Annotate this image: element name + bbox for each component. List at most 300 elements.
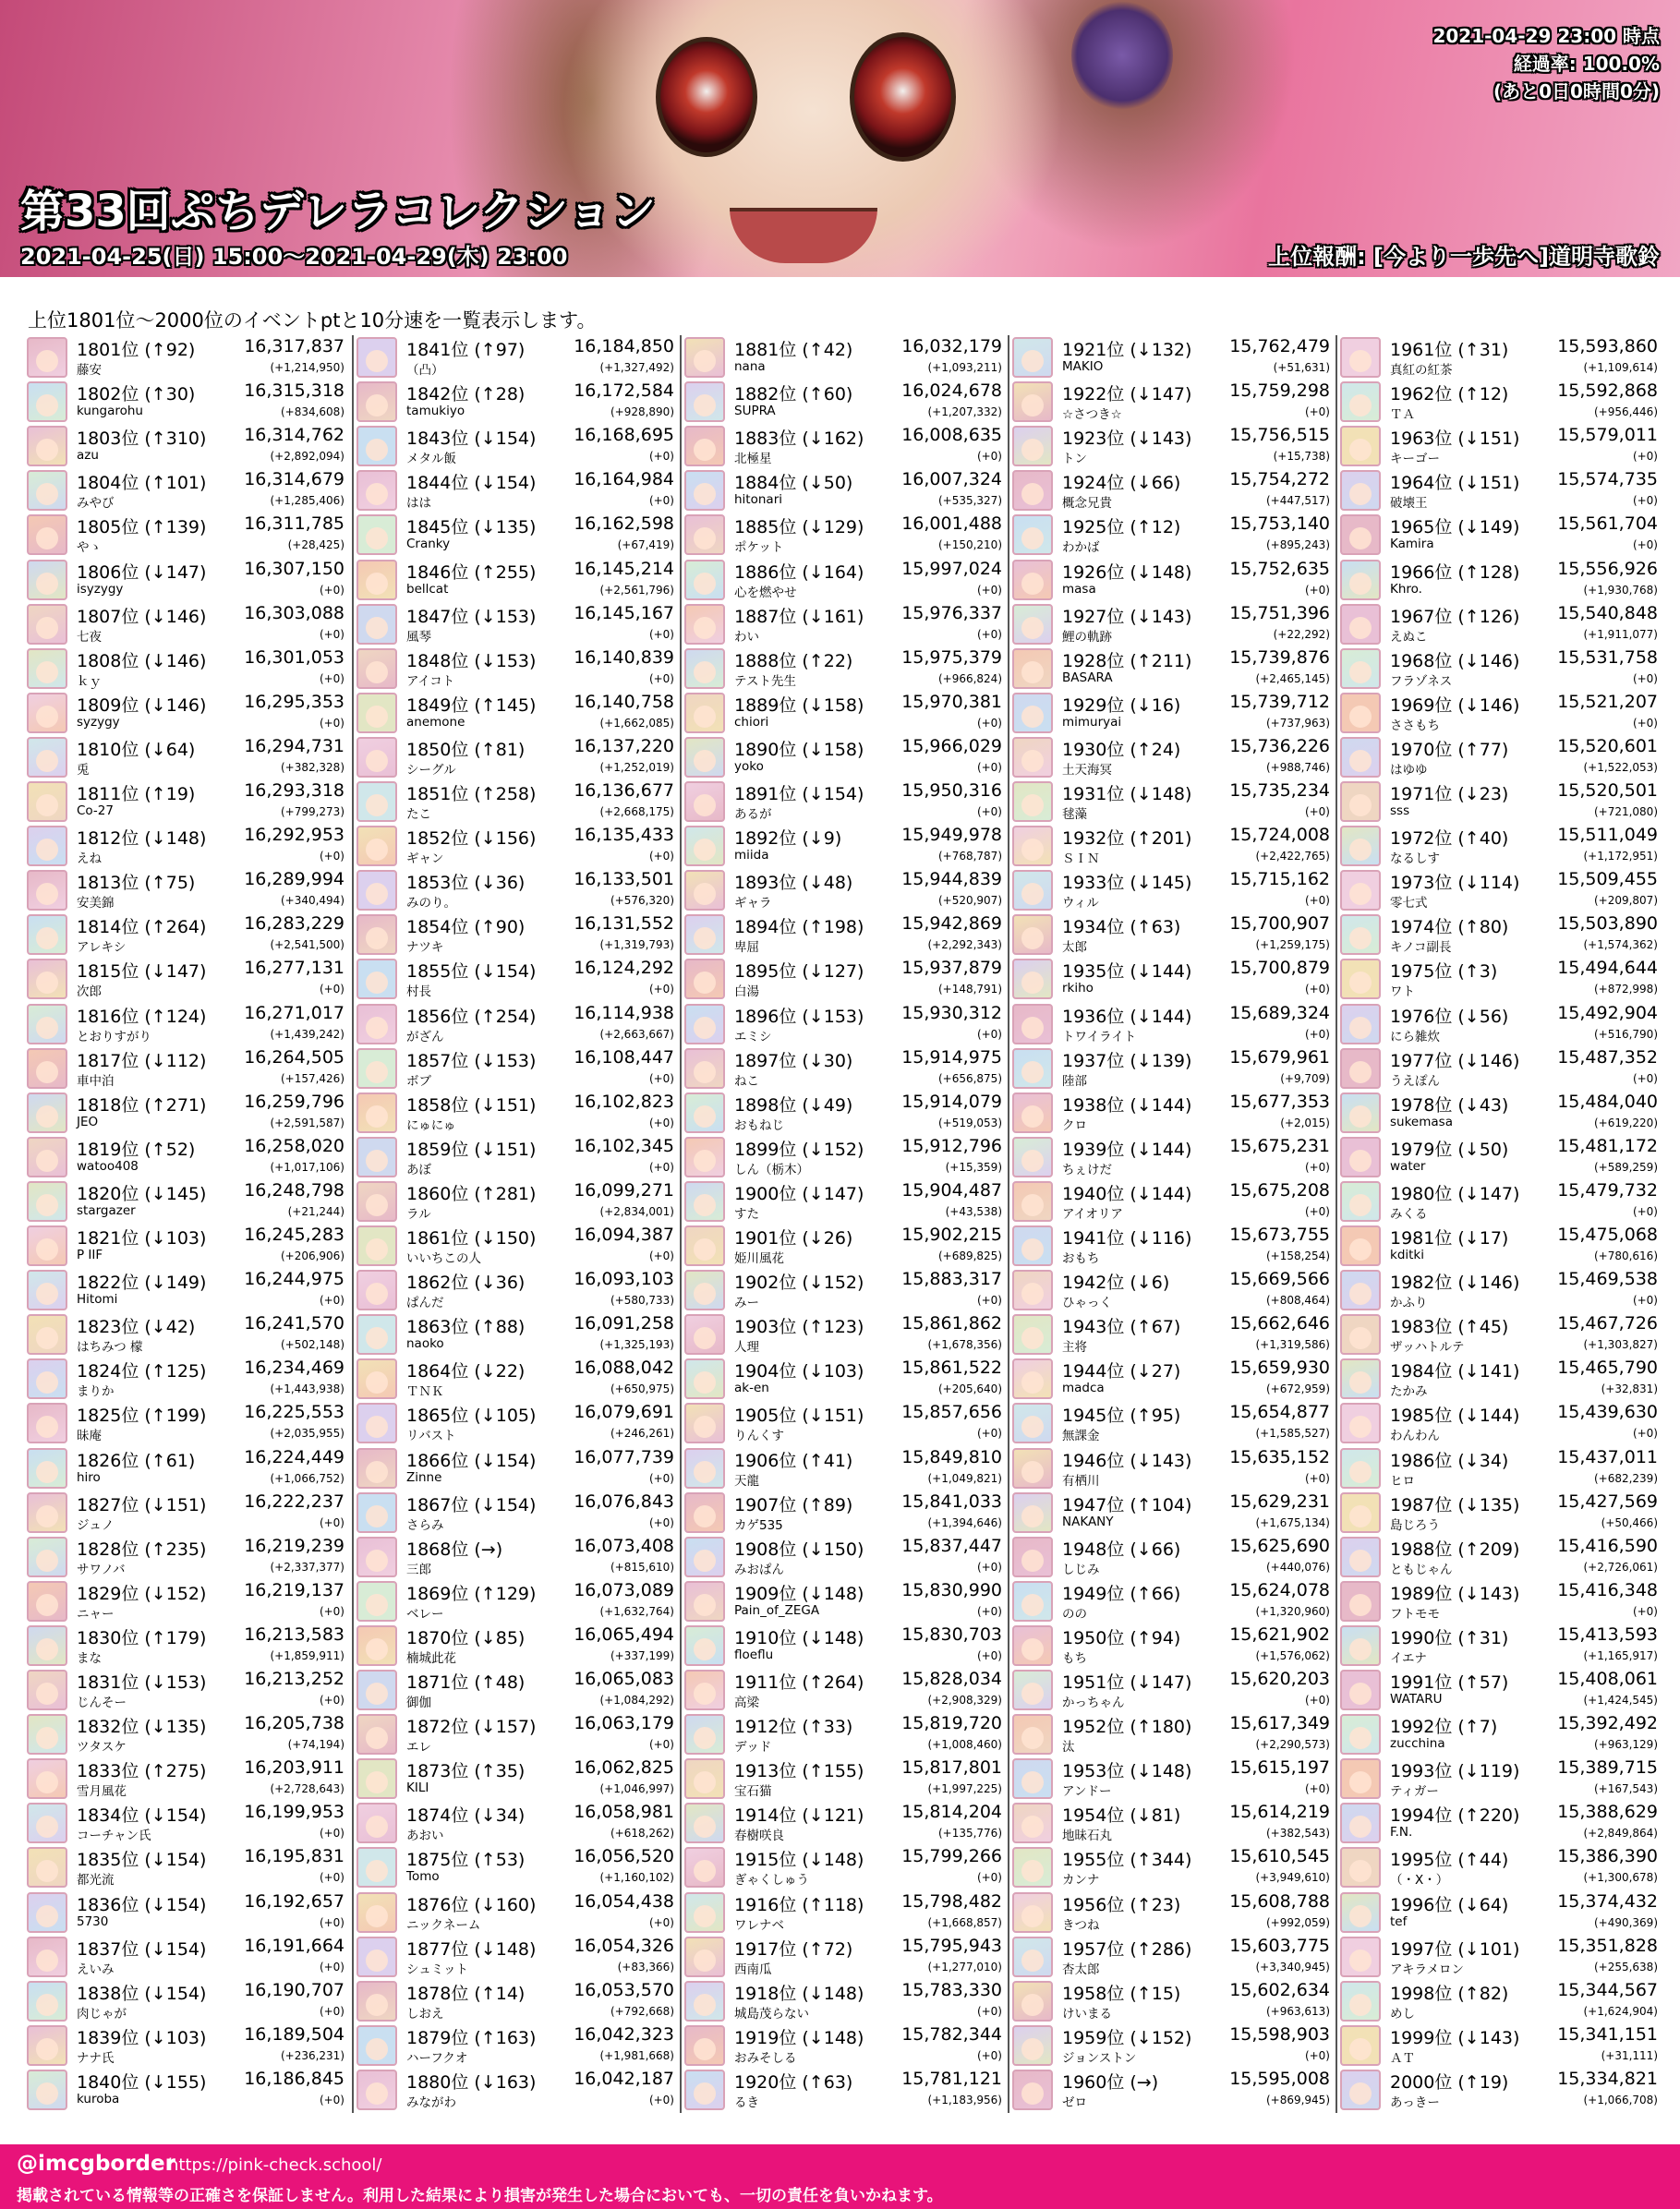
- ranking-row: [1009, 1579, 1337, 1624]
- rank-label: 1934位 (↑63): [1062, 917, 1181, 938]
- player-name: ツタスケ: [77, 1740, 127, 1756]
- ranking-row: [1009, 558, 1337, 602]
- ten-minute-speed: (+768,787): [937, 850, 1002, 863]
- rank-label: 1914位 (↓121): [734, 1805, 864, 1827]
- ten-minute-speed: (+74,194): [287, 1738, 344, 1752]
- avatar: [1340, 1981, 1381, 2022]
- event-points: 16,058,981: [574, 1802, 674, 1823]
- player-name: フラゾネス: [1390, 673, 1453, 689]
- player-name: KILI: [406, 1780, 429, 1796]
- ranking-row: [682, 2068, 1009, 2112]
- rank-label: 1815位 (↓147): [77, 961, 207, 983]
- avatar: [357, 1537, 397, 1577]
- event-points: 15,949,978: [901, 825, 1002, 846]
- rank-label: 1881位 (↑42): [734, 340, 853, 360]
- ten-minute-speed: (+0): [1632, 671, 1658, 685]
- rank-label: 1854位 (↑90): [406, 917, 526, 938]
- avatar: [684, 337, 725, 378]
- ranking-row: [1337, 1446, 1665, 1491]
- player-name: えぬこ: [1390, 629, 1428, 645]
- rank-label: 1831位 (↓153): [77, 1672, 207, 1693]
- event-points: 15,799,266: [901, 1846, 1002, 1867]
- event-points: 16,054,438: [574, 1890, 674, 1912]
- avatar: [684, 1403, 725, 1443]
- ten-minute-speed: (+0): [1632, 494, 1658, 508]
- twitter-handle-link[interactable]: @imcgborder: [17, 2152, 175, 2176]
- ranking-row: [354, 1446, 682, 1491]
- ranking-row: [354, 1046, 682, 1091]
- avatar: [1012, 470, 1053, 511]
- rank-label: 1850位 (↑81): [406, 739, 526, 760]
- player-name: あるが: [734, 807, 772, 822]
- ranking-row: [354, 735, 682, 779]
- event-points: 15,389,715: [1557, 1757, 1658, 1779]
- rank-label: 1838位 (↓154): [77, 1983, 207, 2004]
- player-name: サワノバ: [77, 1562, 126, 1577]
- event-points: 16,140,758: [574, 691, 674, 712]
- player-name: エミシ: [734, 1029, 772, 1044]
- event-points: 16,189,504: [244, 2023, 344, 2045]
- event-points: 16,192,657: [244, 1890, 344, 1912]
- ten-minute-speed: (+2,422,765): [1255, 850, 1330, 863]
- event-points: 15,975,379: [901, 646, 1002, 668]
- event-points: 15,857,656: [901, 1402, 1002, 1423]
- player-name: みのり。: [406, 896, 456, 911]
- avatar: [1340, 1048, 1381, 1089]
- ranking-row: [682, 1091, 1009, 1135]
- player-name: chiori: [734, 714, 769, 730]
- rank-label: 1883位 (↓162): [734, 429, 864, 450]
- player-name: まりか: [77, 1384, 115, 1400]
- event-points: 15,675,231: [1229, 1135, 1330, 1156]
- player-name: シュミット: [406, 1962, 468, 1977]
- avatar: [357, 1181, 397, 1222]
- event-points: 15,751,396: [1229, 602, 1330, 623]
- player-name: にゅにゅ: [406, 1117, 456, 1133]
- ranking-row: [1009, 602, 1337, 646]
- avatar: [684, 426, 725, 466]
- avatar: [27, 1537, 67, 1577]
- event-points: 15,970,381: [901, 691, 1002, 712]
- player-name: ラル: [406, 1206, 431, 1222]
- event-points: 15,762,479: [1229, 336, 1330, 356]
- ten-minute-speed: (+520,907): [937, 894, 1002, 908]
- ranking-row: [1009, 2068, 1337, 2112]
- event-points: 16,205,738: [244, 1713, 344, 1734]
- rank-label: 1821位 (↓103): [77, 1228, 207, 1249]
- ten-minute-speed: (+2,337,377): [270, 1560, 344, 1574]
- player-name: 有栖川: [1062, 1473, 1100, 1489]
- event-points: 15,388,629: [1557, 1802, 1658, 1823]
- avatar: [357, 693, 397, 733]
- event-points: 16,186,845: [244, 2068, 344, 2089]
- avatar: [1340, 693, 1381, 733]
- ten-minute-speed: (+0): [319, 1871, 344, 1885]
- player-name: ベレー: [406, 1606, 444, 1622]
- ten-minute-speed: (+516,790): [1593, 1027, 1658, 1041]
- event-points: 16,307,150: [244, 558, 344, 579]
- player-name: あおい: [406, 1829, 444, 1844]
- event-points: 16,065,083: [574, 1669, 674, 1689]
- ten-minute-speed: (+0): [976, 1027, 1002, 1041]
- player-name: rkiho: [1062, 981, 1094, 996]
- event-points: 15,621,902: [1229, 1624, 1330, 1645]
- ten-minute-speed: (+135,776): [937, 1827, 1002, 1841]
- ten-minute-speed: (+1,066,752): [270, 1471, 344, 1485]
- rank-label: 1846位 (↑255): [406, 561, 537, 583]
- rank-label: 1810位 (↓64): [77, 739, 196, 760]
- player-name: ねこ: [734, 1073, 759, 1089]
- ranking-row: [682, 380, 1009, 424]
- rank-label: 1961位 (↑31): [1390, 340, 1509, 360]
- ranking-row: [682, 1401, 1009, 1445]
- player-name: 5730: [77, 1913, 109, 1929]
- event-points: 16,054,326: [574, 1935, 674, 1956]
- ranking-row: [24, 957, 352, 1001]
- avatar: [684, 604, 725, 645]
- event-points: 15,944,839: [901, 869, 1002, 890]
- player-name: はゆゆ: [1390, 762, 1428, 778]
- site-url-link[interactable]: https://pink-check.school/: [168, 2155, 382, 2175]
- ranking-row: [24, 1401, 352, 1445]
- player-name: もち: [1062, 1650, 1087, 1666]
- rank-label: 1893位 (↓48): [734, 873, 853, 894]
- avatar: [684, 1181, 725, 1222]
- avatar: [357, 781, 397, 822]
- player-name: Pain_of_ZEGA: [734, 1602, 820, 1618]
- event-points: 16,162,598: [574, 513, 674, 535]
- event-points: 15,465,790: [1557, 1358, 1658, 1379]
- rank-label: 1971位 (↓23): [1390, 784, 1509, 804]
- avatar: [1012, 1937, 1053, 1977]
- avatar: [1340, 1758, 1381, 1799]
- ranking-row: [1009, 1845, 1337, 1889]
- ten-minute-speed: (+0): [1632, 1604, 1658, 1618]
- rank-label: 1871位 (↑48): [406, 1672, 526, 1693]
- ranking-row: [24, 1046, 352, 1091]
- ten-minute-speed: (+0): [648, 1249, 674, 1262]
- ten-minute-speed: (+992,059): [1265, 1915, 1330, 1929]
- player-name: hitonari: [734, 492, 782, 508]
- event-points: 16,073,089: [574, 1579, 674, 1600]
- event-points: 15,487,352: [1557, 1046, 1658, 1068]
- event-points: 15,341,151: [1557, 2023, 1658, 2045]
- rank-label: 1955位 (↑344): [1062, 1850, 1192, 1871]
- player-name: ささもち: [1390, 718, 1440, 733]
- event-points: 15,374,432: [1557, 1890, 1658, 1912]
- avatar: [27, 1358, 67, 1399]
- rank-label: 1985位 (↓144): [1390, 1406, 1520, 1427]
- event-points: 16,213,252: [244, 1669, 344, 1689]
- ten-minute-speed: (+43,538): [945, 1204, 1002, 1218]
- ten-minute-speed: (+0): [976, 1427, 1002, 1441]
- event-points: 16,077,739: [574, 1446, 674, 1467]
- ranking-row: [24, 1890, 352, 1935]
- ten-minute-speed: (+1,585,527): [1255, 1427, 1330, 1441]
- avatar: [1340, 1448, 1381, 1489]
- rank-label: 1919位 (↓148): [734, 2027, 864, 2048]
- ten-minute-speed: (+0): [976, 1294, 1002, 1308]
- ranking-row: [1009, 1002, 1337, 1046]
- rank-label: 1880位 (↓163): [406, 2071, 537, 2093]
- rank-label: 1903位 (↑123): [734, 1317, 864, 1338]
- ten-minute-speed: (+672,959): [1265, 1382, 1330, 1396]
- ten-minute-speed: (+589,259): [1593, 1160, 1658, 1174]
- rank-label: 1937位 (↓139): [1062, 1050, 1192, 1071]
- event-points: 16,277,131: [244, 958, 344, 979]
- rank-label: 1981位 (↓17): [1390, 1228, 1509, 1249]
- rank-label: 1983位 (↑45): [1390, 1317, 1509, 1338]
- ranking-row: [24, 1712, 352, 1756]
- player-name: 人理: [734, 1340, 759, 1356]
- ten-minute-speed: (+1,443,938): [270, 1382, 344, 1396]
- ranking-row: [1337, 1801, 1665, 1845]
- avatar: [27, 1225, 67, 1266]
- ranking-row: [1009, 424, 1337, 468]
- avatar: [357, 1670, 397, 1710]
- player-name: WATARU: [1390, 1692, 1443, 1707]
- event-points: 16,001,488: [901, 513, 1002, 535]
- avatar: [357, 1314, 397, 1355]
- player-name: ＡＴ: [1390, 2050, 1415, 2066]
- rank-label: 1899位 (↓152): [734, 1139, 864, 1160]
- rank-label: 1861位 (↓150): [406, 1228, 537, 1249]
- avatar: [357, 1403, 397, 1443]
- ranking-row: [682, 1801, 1009, 1845]
- ranking-column: [352, 335, 680, 2113]
- ten-minute-speed: (+1,160,102): [599, 1871, 674, 1885]
- player-name: 杏太郎: [1062, 1962, 1100, 1977]
- ranking-row: [1337, 1756, 1665, 1801]
- event-points: 16,271,017: [244, 1002, 344, 1023]
- event-points: 16,032,179: [901, 336, 1002, 356]
- rank-label: 1972位 (↑40): [1390, 828, 1509, 850]
- ten-minute-speed: (+236,231): [280, 2048, 344, 2062]
- player-name: きつね: [1062, 1917, 1100, 1933]
- player-name: 西南瓜: [734, 1962, 772, 1977]
- rank-label: 1801位 (↑92): [77, 340, 196, 360]
- player-name: ｋｙ: [77, 673, 102, 689]
- ten-minute-speed: (+0): [319, 1960, 344, 1974]
- avatar: [1340, 1714, 1381, 1755]
- avatar: [357, 514, 397, 555]
- ten-minute-speed: (+2,561,796): [599, 583, 674, 597]
- player-name: Co-27: [77, 803, 114, 818]
- ten-minute-speed: (+0): [1632, 538, 1658, 552]
- player-name: まな: [77, 1650, 102, 1666]
- ranking-row: [682, 646, 1009, 691]
- rank-label: 1944位 (↓27): [1062, 1361, 1181, 1382]
- event-points: 15,615,197: [1229, 1757, 1330, 1779]
- avatar: [27, 1181, 67, 1222]
- ten-minute-speed: (+205,640): [937, 1382, 1002, 1396]
- player-name: 太郎: [1062, 940, 1087, 956]
- rank-label: 1990位 (↑31): [1390, 1627, 1509, 1648]
- ten-minute-speed: (+32,831): [1601, 1382, 1658, 1396]
- rank-label: 1826位 (↑61): [77, 1450, 196, 1471]
- ten-minute-speed: (+2,849,864): [1583, 1827, 1658, 1841]
- rank-label: 1862位 (↓36): [406, 1273, 526, 1294]
- ranking-row: [354, 1712, 682, 1756]
- player-name: さらみ: [406, 1517, 444, 1533]
- footer: [0, 2144, 1680, 2209]
- ranking-row: [1337, 602, 1665, 646]
- event-points: 15,930,312: [901, 1002, 1002, 1023]
- avatar: [1012, 826, 1053, 866]
- event-points: 15,942,869: [901, 913, 1002, 935]
- rank-label: 1989位 (↓143): [1390, 1583, 1520, 1604]
- rank-label: 1979位 (↓50): [1390, 1139, 1509, 1160]
- ten-minute-speed: (+255,638): [1593, 1960, 1658, 1974]
- avatar: [1340, 1181, 1381, 1222]
- avatar: [1012, 514, 1053, 555]
- avatar: [357, 1581, 397, 1622]
- player-name: おみそしる: [734, 2050, 797, 2066]
- ranking-row: [1337, 1312, 1665, 1357]
- top-reward: 上位報酬: [今より一歩先へ]道明寺歌鈴: [1268, 244, 1660, 270]
- ten-minute-speed: (+67,419): [617, 538, 674, 552]
- ranking-row: [24, 2068, 352, 2112]
- player-name: しおえ: [406, 2006, 444, 2022]
- player-name: シーグル: [406, 762, 456, 778]
- event-points: 15,783,330: [901, 1979, 1002, 2000]
- avatar: [684, 693, 725, 733]
- rank-label: 1905位 (↓151): [734, 1406, 864, 1427]
- player-name: 高梁: [734, 1696, 759, 1710]
- rank-label: 1817位 (↓112): [77, 1050, 207, 1071]
- player-name: ワレナベ: [734, 1917, 784, 1933]
- player-name: ぱんだ: [406, 1296, 444, 1311]
- avatar: [1012, 1358, 1053, 1399]
- rank-label: 1936位 (↓144): [1062, 1006, 1192, 1027]
- rank-label: 1812位 (↓148): [77, 828, 207, 850]
- ranking-row: [354, 1312, 682, 1357]
- event-points: 15,966,029: [901, 735, 1002, 756]
- ten-minute-speed: (+0): [1304, 983, 1330, 996]
- event-points: 16,314,679: [244, 469, 344, 490]
- ten-minute-speed: (+618,262): [610, 1827, 674, 1841]
- ten-minute-speed: (+206,906): [280, 1249, 344, 1262]
- rank-label: 1845位 (↓135): [406, 517, 537, 538]
- ranking-row: [354, 513, 682, 557]
- avatar: [27, 604, 67, 645]
- player-name: えいみ: [77, 1962, 115, 1977]
- player-name: madca: [1062, 1381, 1105, 1396]
- ten-minute-speed: (+808,464): [1265, 1294, 1330, 1308]
- event-points: 16,293,318: [244, 780, 344, 801]
- ranking-row: [354, 1002, 682, 1046]
- ten-minute-speed: (+1,576,062): [1255, 1648, 1330, 1662]
- event-points: 16,292,953: [244, 825, 344, 846]
- avatar: [684, 1892, 725, 1933]
- avatar: [1012, 2070, 1053, 2110]
- ranking-row: [354, 1935, 682, 1979]
- player-name: わんわん: [1390, 1429, 1440, 1444]
- rank-label: 1904位 (↓103): [734, 1361, 864, 1382]
- avatar: [27, 1670, 67, 1710]
- ten-minute-speed: (+0): [319, 850, 344, 863]
- ranking-row: [1009, 1801, 1337, 1845]
- ten-minute-speed: (+576,320): [610, 894, 674, 908]
- event-points: 15,620,203: [1229, 1669, 1330, 1689]
- player-name: トワイライト: [1062, 1029, 1137, 1044]
- event-points: 15,914,079: [901, 1091, 1002, 1112]
- ranking-row: [1337, 912, 1665, 957]
- ten-minute-speed: (+956,446): [1593, 405, 1658, 419]
- player-name: うえぽん: [1390, 1073, 1440, 1089]
- avatar: [684, 1981, 725, 2022]
- ranking-row: [682, 1624, 1009, 1668]
- ranking-row: [354, 691, 682, 735]
- player-name: けいまる: [1062, 2006, 1112, 2022]
- avatar: [357, 648, 397, 689]
- avatar: [357, 1981, 397, 2022]
- ranking-row: [1009, 1268, 1337, 1312]
- player-name: はは: [406, 496, 431, 512]
- ten-minute-speed: (+1,109,614): [1583, 361, 1658, 374]
- event-points: 15,467,726: [1557, 1313, 1658, 1334]
- ten-minute-speed: (+721,080): [1593, 805, 1658, 818]
- rank-label: 1933位 (↓145): [1062, 873, 1192, 894]
- rank-label: 1805位 (↑139): [77, 517, 207, 538]
- avatar: [1012, 337, 1053, 378]
- event-points: 16,102,345: [574, 1135, 674, 1156]
- player-name: イエナ: [1390, 1650, 1427, 1666]
- player-name: F.N.: [1390, 1825, 1413, 1841]
- ten-minute-speed: (+157,426): [280, 1071, 344, 1085]
- player-name: なるしす: [1390, 851, 1440, 867]
- ranking-row: [24, 1091, 352, 1135]
- ranking-row: [24, 424, 352, 468]
- avatar: [684, 1670, 725, 1710]
- player-name: アキラメロン: [1390, 1962, 1465, 1977]
- ranking-row: [1337, 1046, 1665, 1091]
- ranking-row: [682, 1224, 1009, 1268]
- player-name: 兎: [77, 762, 90, 778]
- character-eye-right: [850, 32, 956, 162]
- rank-label: 1950位 (↑94): [1062, 1627, 1181, 1648]
- rank-label: 1857位 (↓153): [406, 1050, 537, 1071]
- player-name: 肉じゃが: [77, 2006, 127, 2022]
- rank-label: 1808位 (↓146): [77, 650, 207, 671]
- avatar: [27, 1847, 67, 1888]
- event-points: 15,598,903: [1229, 2023, 1330, 2045]
- avatar: [1012, 1670, 1053, 1710]
- event-points: 15,976,337: [901, 602, 1002, 623]
- avatar: [27, 1581, 67, 1622]
- event-points: 15,781,121: [901, 2068, 1002, 2089]
- ten-minute-speed: (+2,668,175): [599, 805, 674, 818]
- event-points: 15,561,704: [1557, 513, 1658, 535]
- ranking-row: [354, 1491, 682, 1535]
- event-points: 15,937,879: [901, 958, 1002, 979]
- event-points: 15,735,234: [1229, 780, 1330, 801]
- rank-label: 1939位 (↓144): [1062, 1139, 1192, 1160]
- ten-minute-speed: (+619,220): [1593, 1116, 1658, 1129]
- ten-minute-speed: (+0): [1632, 1204, 1658, 1218]
- avatar: [684, 1225, 725, 1266]
- ten-minute-speed: (+1,277,010): [927, 1960, 1002, 1974]
- event-points: 15,416,590: [1557, 1535, 1658, 1556]
- event-points: 16,289,994: [244, 869, 344, 890]
- rank-label: 1968位 (↓146): [1390, 650, 1520, 671]
- event-points: 15,715,162: [1229, 869, 1330, 890]
- rank-label: 1868位 (→): [406, 1539, 503, 1560]
- avatar: [1012, 1181, 1053, 1222]
- avatar: [357, 1625, 397, 1666]
- ranking-row: [1337, 2068, 1665, 2112]
- ten-minute-speed: (+2,465,145): [1255, 671, 1330, 685]
